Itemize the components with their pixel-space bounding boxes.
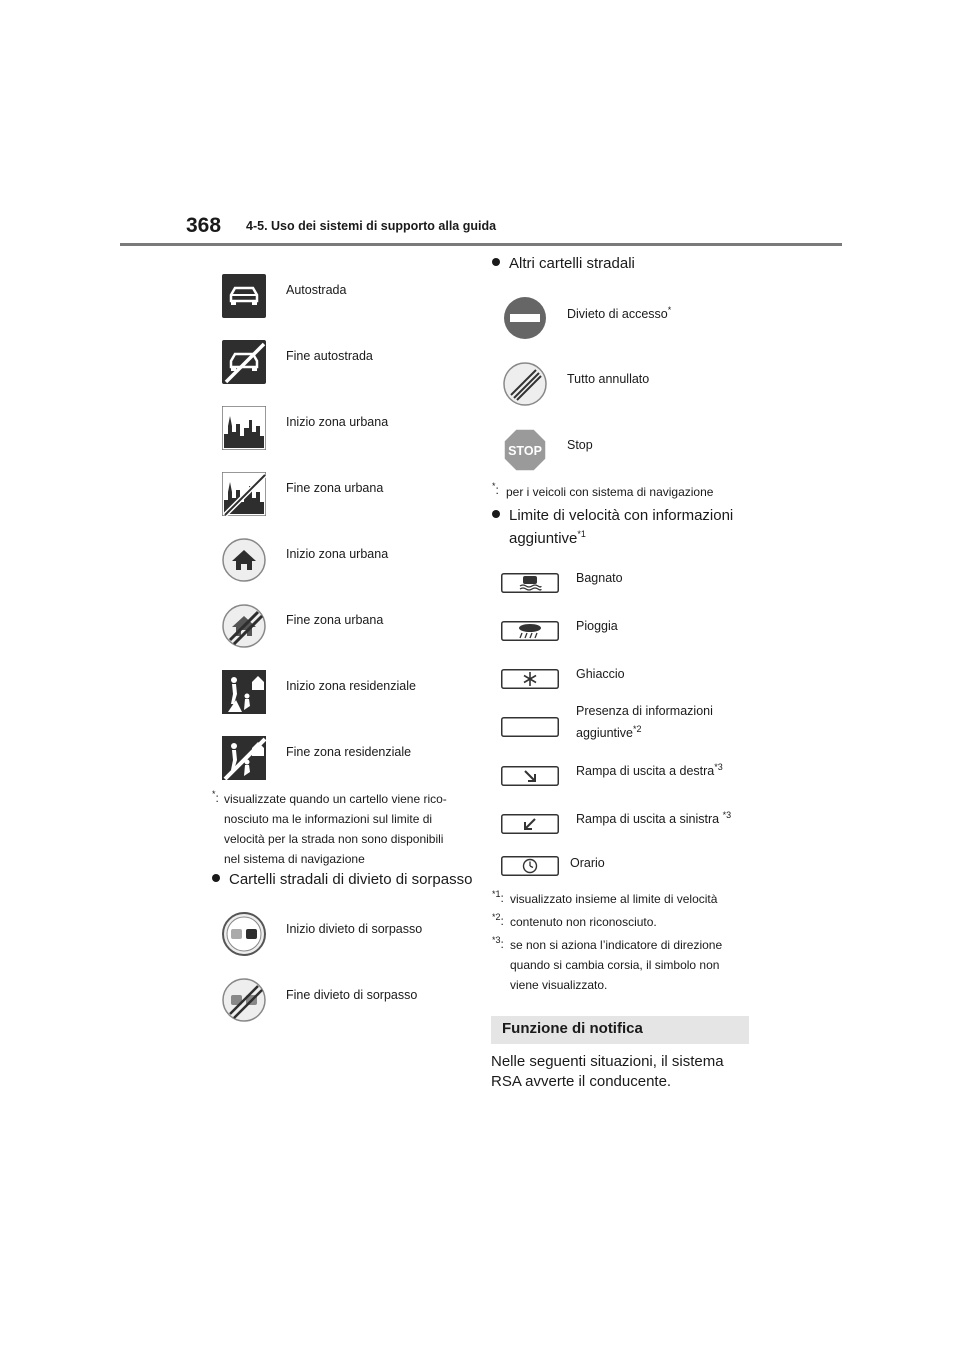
plate-label: Rampa di uscita a sinistra $^{*3}$ bbox=[576, 809, 732, 826]
footnote-line: quando si cambia corsia, il simbolo non bbox=[510, 958, 720, 972]
sign-label: Stop bbox=[567, 438, 593, 452]
bullet-icon bbox=[492, 258, 500, 266]
svg-text:STOP: STOP bbox=[508, 444, 542, 458]
footnote-line: viene visualizzato. bbox=[510, 978, 608, 992]
footnote-line: visualizzate quando un cartello viene rico- bbox=[224, 792, 447, 806]
home-zone-start-sign-icon bbox=[222, 538, 266, 582]
footnote-line: visualizzato insieme al limite di velocità bbox=[510, 892, 718, 906]
sign-label: Divieto di accesso* bbox=[567, 304, 672, 321]
footnote-line: nel sistema di navigazione bbox=[224, 852, 365, 866]
plate-label: Presenza di informazioni bbox=[576, 704, 713, 718]
residential-zone-end-sign-icon bbox=[222, 736, 266, 780]
no-overtaking-sign-icon bbox=[222, 912, 266, 956]
no-entry-sign-icon bbox=[503, 296, 547, 340]
urban-zone-end-sign-icon bbox=[222, 472, 266, 516]
end-no-overtaking-sign-icon bbox=[222, 978, 266, 1022]
sign-label: Fine zona urbana bbox=[286, 613, 384, 627]
sign-label: Fine autostrada bbox=[286, 349, 373, 363]
urban-zone-start-sign-icon bbox=[222, 406, 266, 450]
plate-label: Orario bbox=[570, 856, 605, 870]
exit-right-arrow-plate-icon bbox=[501, 766, 559, 786]
footnote-mark: $^{*3}$: bbox=[492, 935, 504, 951]
footnote-line: se non si aziona l’indicatore di direzione bbox=[510, 938, 723, 952]
sign-label: Fine zona residenziale bbox=[286, 745, 412, 759]
overtaking-heading: Cartelli stradali di divieto di sorpasso bbox=[212, 869, 472, 891]
sign-label: Inizio zona urbana bbox=[286, 415, 389, 429]
sign-label: Tutto annullato bbox=[567, 372, 650, 386]
sign-label: Inizio divieto di sorpasso bbox=[286, 922, 423, 936]
sign-label: Fine divieto di sorpasso bbox=[286, 988, 418, 1002]
header-rule bbox=[120, 243, 842, 246]
sign-label: Inizio zona residenziale bbox=[286, 679, 416, 693]
bullet-icon bbox=[212, 874, 220, 882]
footnote-mark: $^{*2}$: bbox=[492, 912, 504, 928]
sign-label: Fine zona urbana bbox=[286, 481, 384, 495]
plate-label: Rampa di uscita a destra$^{*3}$ bbox=[576, 761, 723, 778]
plate-label-cont: aggiuntive$^{*2}$ bbox=[576, 723, 642, 740]
stop-sign-icon bbox=[503, 428, 547, 472]
all-restrictions-end-sign-icon bbox=[503, 362, 547, 406]
plate-label: Pioggia bbox=[576, 619, 618, 633]
footnote-line: nosciuto ma le informazioni sul limite di bbox=[224, 812, 433, 826]
footnote-mark: *: bbox=[492, 481, 499, 497]
rain-plate-icon bbox=[501, 621, 559, 641]
footnote-line: per i veicoli con sistema di navigazione bbox=[506, 485, 714, 499]
residential-zone-start-sign-icon bbox=[222, 670, 266, 714]
sign-label: Inizio zona urbana bbox=[286, 547, 389, 561]
footnote-mark: $^{*1}$: bbox=[492, 889, 504, 905]
plate-label: Bagnato bbox=[576, 571, 623, 585]
page-number: 368 bbox=[186, 214, 222, 237]
footnote-mark: *: bbox=[212, 789, 219, 805]
ice-plate-icon bbox=[501, 669, 559, 689]
speed-info-heading-cont: aggiuntive$^{*1}$ bbox=[509, 529, 586, 547]
clock-plate-icon bbox=[501, 856, 559, 876]
section-title: 4-5. Uso dei sistemi di supporto alla guida bbox=[246, 219, 497, 233]
motorway-sign-icon bbox=[222, 274, 266, 318]
footnote-line: velocità per la strada non sono disponibili bbox=[224, 832, 444, 846]
wet-road-plate-icon bbox=[501, 573, 559, 593]
exit-left-arrow-plate-icon bbox=[501, 814, 559, 834]
blank-plate-icon bbox=[501, 717, 559, 737]
notice-section-title: Funzione di notifica bbox=[502, 1020, 643, 1037]
sign-label: Autostrada bbox=[286, 283, 347, 297]
plate-label: Ghiaccio bbox=[576, 667, 625, 681]
home-zone-end-sign-icon bbox=[222, 604, 266, 648]
speed-info-heading: Limite di velocità con informazioni bbox=[492, 505, 733, 527]
footnote-line: contenuto non riconosciuto. bbox=[510, 915, 657, 929]
notice-body-text: Nelle seguenti situazioni, il sistema RSA avverte il conducente. bbox=[491, 1053, 724, 1090]
other-signs-heading: Altri cartelli stradali bbox=[492, 253, 635, 275]
bullet-icon bbox=[492, 510, 500, 518]
end-motorway-sign-icon bbox=[222, 340, 266, 384]
